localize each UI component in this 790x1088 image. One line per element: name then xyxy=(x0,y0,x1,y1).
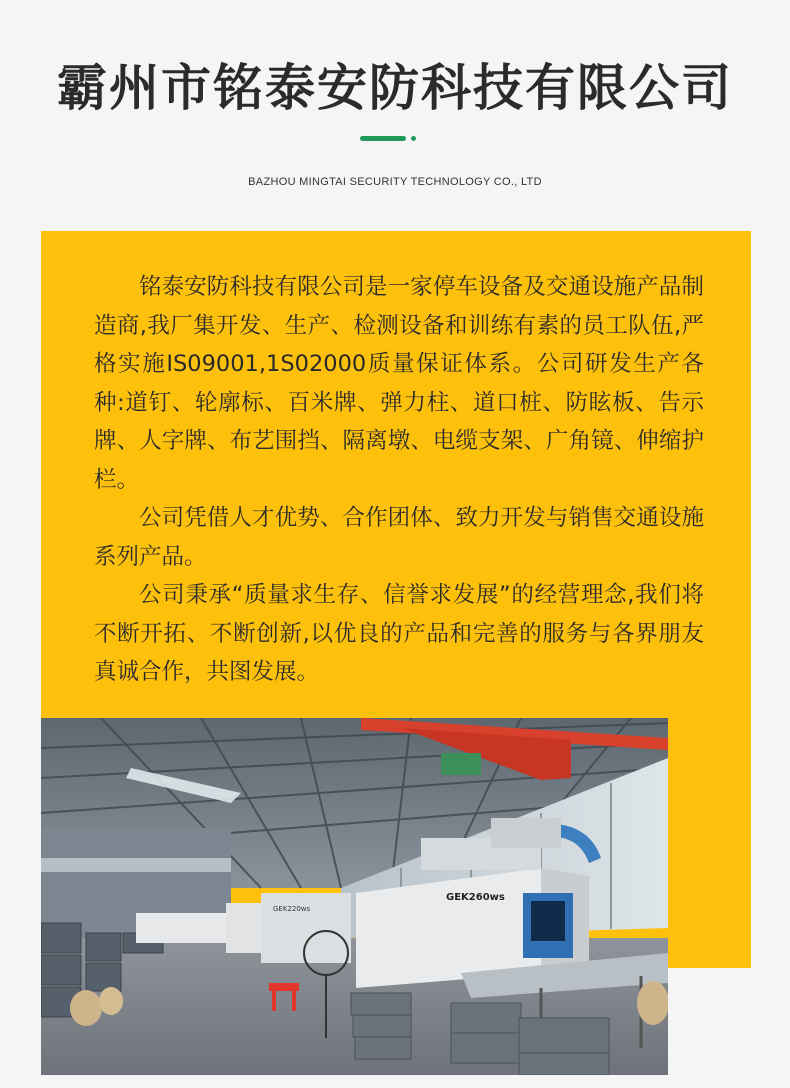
company-english-name: BAZHOU MINGTAI SECURITY TECHNOLOGY CO., LTD xyxy=(248,176,542,188)
divider-bar xyxy=(360,136,406,141)
intro-paragraph: 铭泰安防科技有限公司是一家停车设备及交通设施产品制造商,我厂集开发、生产、检测设备和训练有素的员工队伍,严格实施IS09001,1S02000质量保证体系。公司研发生产各种:道钉、轮廓标、百米牌、弹力柱、道口桩、防眩板、告示牌、人字牌、布艺围挡、隔离墩、电缆支架、广角镜、伸缩护栏。 xyxy=(94,274,704,493)
machine-label-main: GEK260ws xyxy=(446,892,505,903)
divider-dot xyxy=(411,136,416,141)
machine-label-small: GEK220ws xyxy=(273,905,311,913)
factory-interior-illustration xyxy=(41,718,668,1075)
company-title: 霸州市铭泰安防科技有限公司 xyxy=(57,59,733,117)
factory-photo xyxy=(41,718,668,1075)
title-divider xyxy=(360,136,420,142)
intro-paragraph: 公司秉承“质量求生存、信誉求发展”的经营理念,我们将不断开拓、不断创新,以优良的产品和完善的服务与各界朋友真诚合作，共图发展。 xyxy=(94,582,704,685)
intro-paragraph: 公司凭借人才优势、合作团体、致力开发与销售交通设施系列产品。 xyxy=(94,505,704,570)
company-introduction xyxy=(94,268,704,692)
